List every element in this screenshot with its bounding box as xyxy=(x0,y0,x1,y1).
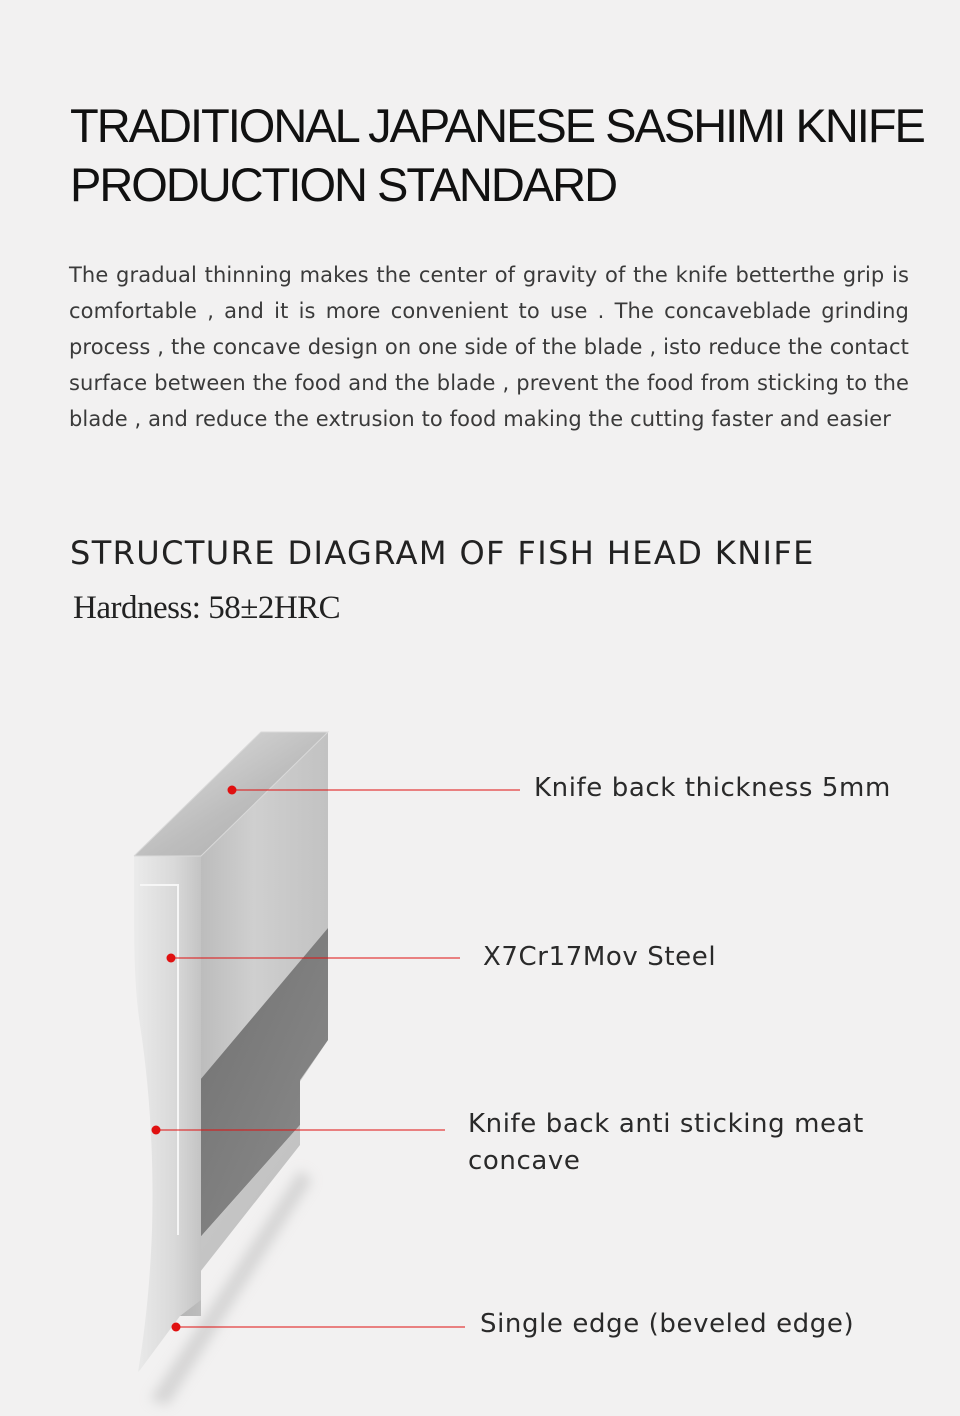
callout-dot-2 xyxy=(167,954,176,963)
callout-label-single-edge: Single edge (beveled edge) xyxy=(480,1309,855,1339)
callout-dot-1 xyxy=(228,786,237,795)
blade-side-profile xyxy=(134,856,201,1372)
callout-dot-3 xyxy=(152,1126,161,1135)
title-line-2: PRODUCTION STANDARD xyxy=(70,158,617,211)
section-title: STRUCTURE DIAGRAM OF FISH HEAD KNIFE xyxy=(70,534,815,572)
hardness-spec: Hardness: 58±2HRC xyxy=(73,590,341,626)
callout-label-concave: Knife back anti sticking meat concave xyxy=(468,1109,864,1176)
title-line-1: TRADITIONAL JAPANESE SASHIMI KNIFE xyxy=(70,99,924,152)
description-paragraph: The gradual thinning makes the center of gravity of the knife betterthe grip is comfortable , and it is more convenient to use . The concaveblade grinding process , the concave design on one side of the blade , isto reduce the contact surface between the food and the blade , prevent the food from sticking to the blade , and reduce the extrusion to food making the cutting faster and easier xyxy=(69,263,909,431)
callout-label-steel: X7Cr17Mov Steel xyxy=(483,942,717,972)
callout-dot-4 xyxy=(172,1323,181,1332)
callout-label-back-thickness: Knife back thickness 5mm xyxy=(534,773,891,803)
